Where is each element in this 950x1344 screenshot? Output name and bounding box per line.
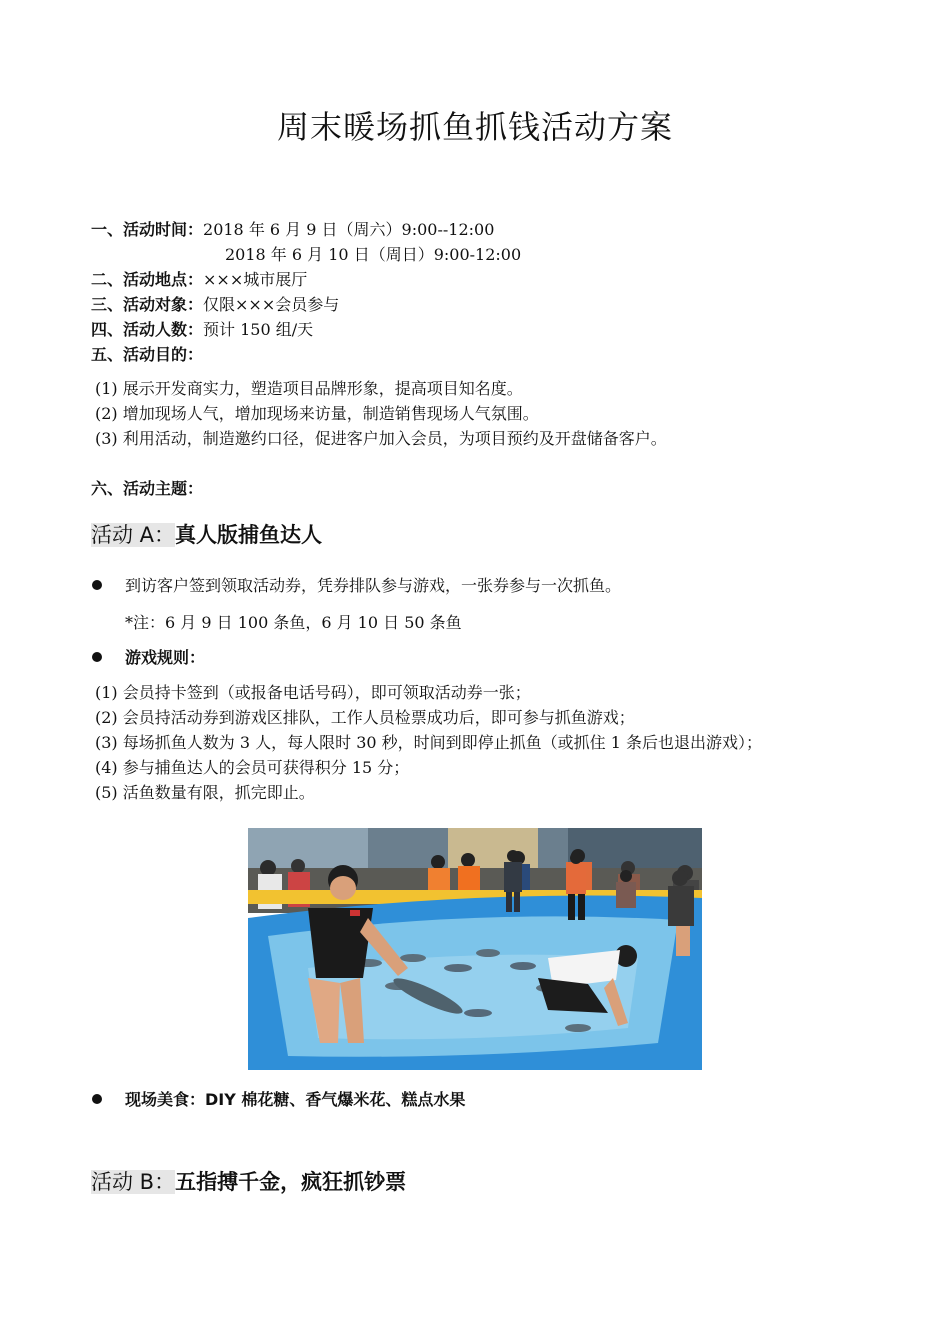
activity-a-prefix: 活动 A：: [91, 523, 176, 547]
goal-item: (2) 增加现场人气，增加现场来访量，制造销售现场人气氛围。: [95, 404, 539, 423]
activity-a-heading: [91, 520, 322, 550]
activity-a-food: 现场美食：DIY 棉花糖、香气爆米花、糕点水果: [125, 1090, 466, 1109]
activity-a-name: 真人版捕鱼达人: [175, 523, 323, 547]
theme-label: 六、活动主题：: [91, 479, 204, 498]
rule-item: (4) 参与捕鱼达人的会员可获得积分 15 分；: [95, 758, 410, 777]
document-title: 周末暖场抓鱼抓钱活动方案: [276, 108, 673, 146]
target-label: 三、活动对象：: [91, 295, 204, 314]
count-label: 四、活动人数：: [91, 320, 204, 339]
rule-item: (5) 活鱼数量有限，抓完即止。: [95, 783, 315, 802]
activity-a-bullet1: 到访客户签到领取活动券，凭券排队参与游戏，一张券参与一次抓鱼。: [125, 576, 622, 595]
fish-catching-photo: [248, 828, 702, 1070]
bullet-dot-icon: [92, 652, 102, 662]
bullet-dot-icon: [92, 1094, 102, 1104]
goal-item: (3) 利用活动，制造邀约口径，促进客户加入会员，为项目预约及开盘储备客户。: [95, 429, 667, 448]
time-label: 一、活动时间：: [91, 220, 204, 239]
time-line: [91, 217, 494, 242]
place-value: ×××城市展厅: [203, 270, 308, 289]
rule-item: (3) 每场抓鱼人数为 3 人，每人限时 30 秒，时间到即停止抓鱼（或抓住 1 条后也退出游戏）；: [95, 733, 762, 752]
place-line: [91, 267, 307, 292]
target-line: [91, 292, 339, 317]
activity-b-name: 五指搏千金，疯狂抓钞票: [175, 1170, 407, 1194]
target-value: 仅限×××会员参与: [203, 295, 340, 314]
goal-label: 五、活动目的：: [91, 345, 204, 364]
time-value-2: 2018 年 6 月 10 日（周日）9:00-12:00: [225, 245, 522, 264]
rule-item: (2) 会员持活动券到游戏区排队，工作人员检票成功后，即可参与抓鱼游戏；: [95, 708, 635, 727]
goal-item: (1) 展示开发商实力，塑造项目品牌形象，提高项目知名度。: [95, 379, 523, 398]
count-line: [91, 317, 313, 342]
activity-a-note: *注：6 月 9 日 100 条鱼，6 月 10 日 50 条鱼: [125, 613, 462, 632]
activity-b-prefix: 活动 B：: [91, 1170, 176, 1194]
rules-label: 游戏规则：: [125, 648, 206, 667]
time-value-1: 2018 年 6 月 9 日（周六）9:00--12:00: [203, 220, 495, 239]
bullet-dot-icon: [92, 580, 102, 590]
place-label: 二、活动地点：: [91, 270, 204, 289]
activity-b-heading: [91, 1167, 406, 1197]
count-value: 预计 150 组/天: [203, 320, 314, 339]
rule-item: (1) 会员持卡签到（或报备电话号码），即可领取活动券一张；: [95, 683, 531, 702]
